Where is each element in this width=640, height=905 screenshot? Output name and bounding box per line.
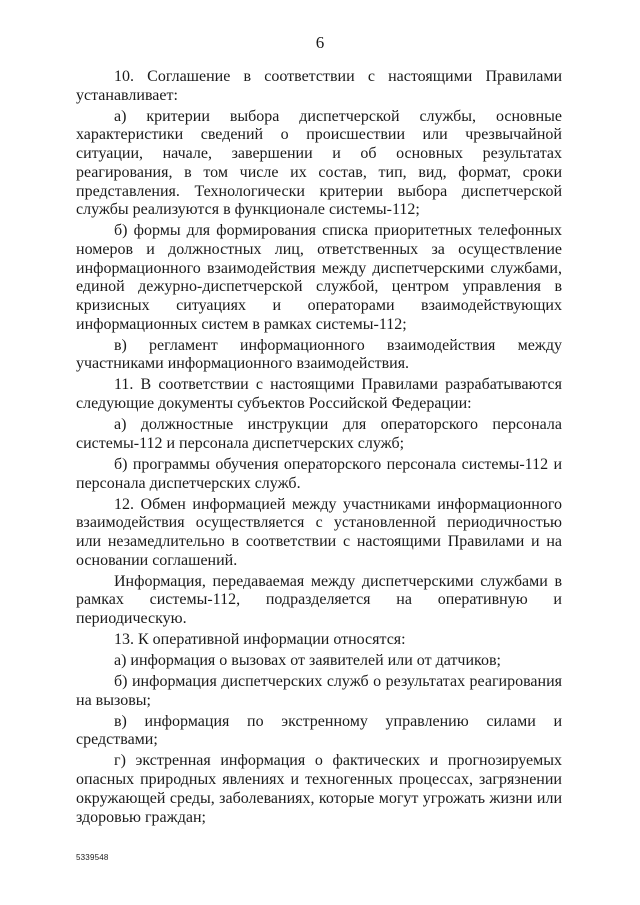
- paragraph-10: 10. Соглашение в соответствии с настоящими Правилами устанавливает:: [76, 68, 562, 104]
- paragraph-11b: б) программы обучения операторского персонала системы-112 и персонала диспетчерских служб.: [76, 455, 562, 492]
- document-body: [76, 68, 562, 830]
- paragraph-13a: а) информация о вызовах от заявителей или от датчиков;: [114, 652, 501, 670]
- paragraph-12-info: Информация, передаваемая между диспетчерскими службами в рамках системы-112, подразделяется на оперативную и периодическую.: [76, 572, 562, 628]
- paragraph-10v: в) регламент информационного взаимодействия между участниками информационного взаимодействия.: [76, 336, 562, 373]
- paragraph-13: 13. К оперативной информации относятся:: [114, 631, 406, 649]
- paragraph-11: 11. В соответствии с настоящими Правилами разрабатываются следующие документы субъектов Российской Федерации:: [76, 376, 562, 413]
- paragraph-10a: а) критерии выбора диспетчерской службы, основные характеристики сведений о происшествии или чрезвычайной ситуации, начале, завершении и об основных результатах реагирования, в том числе их состав, тип, вид, формат, сроки представления. Технологически критерии выбора диспетчерской службы реализуются в функционале системы-112;: [76, 107, 562, 219]
- paragraph-13v: в) информация по экстренному управлению силами и средствами;: [76, 712, 562, 749]
- paragraph-13g: г) экстренная информация о фактических и прогнозируемых опасных природных явлениях и техногенных процессах, загрязнении окружающей среды, заболеваниях, которые могут угрожать жизни или здоровью граждан;: [76, 752, 562, 826]
- paragraph-12: 12. Обмен информацией между участниками информационного взаимодействия осуществляется с установленной периодичностью или незамедлительно в соответствии с настоящими Правилами и на основании соглашений.: [76, 495, 562, 569]
- paragraph-13b: б) информация диспетчерских служб о результатах реагирования на вызовы;: [76, 673, 562, 709]
- paragraph-11a: а) должностные инструкции для операторского персонала системы-112 и персонала диспетчерских служб;: [76, 416, 562, 452]
- paragraph-10b: б) формы для формирования списка приоритетных телефонных номеров и должностных лиц, ответственных за осуществление информационного взаимодействия между диспетчерскими службами, единой дежурно-диспетчерской службой, центром управления в кризисных ситуациях и операторами взаимодействующих информационных систем в рамках системы-112;: [76, 222, 562, 333]
- page-number: 6: [315, 33, 325, 52]
- document-code: 5339548: [76, 853, 109, 862]
